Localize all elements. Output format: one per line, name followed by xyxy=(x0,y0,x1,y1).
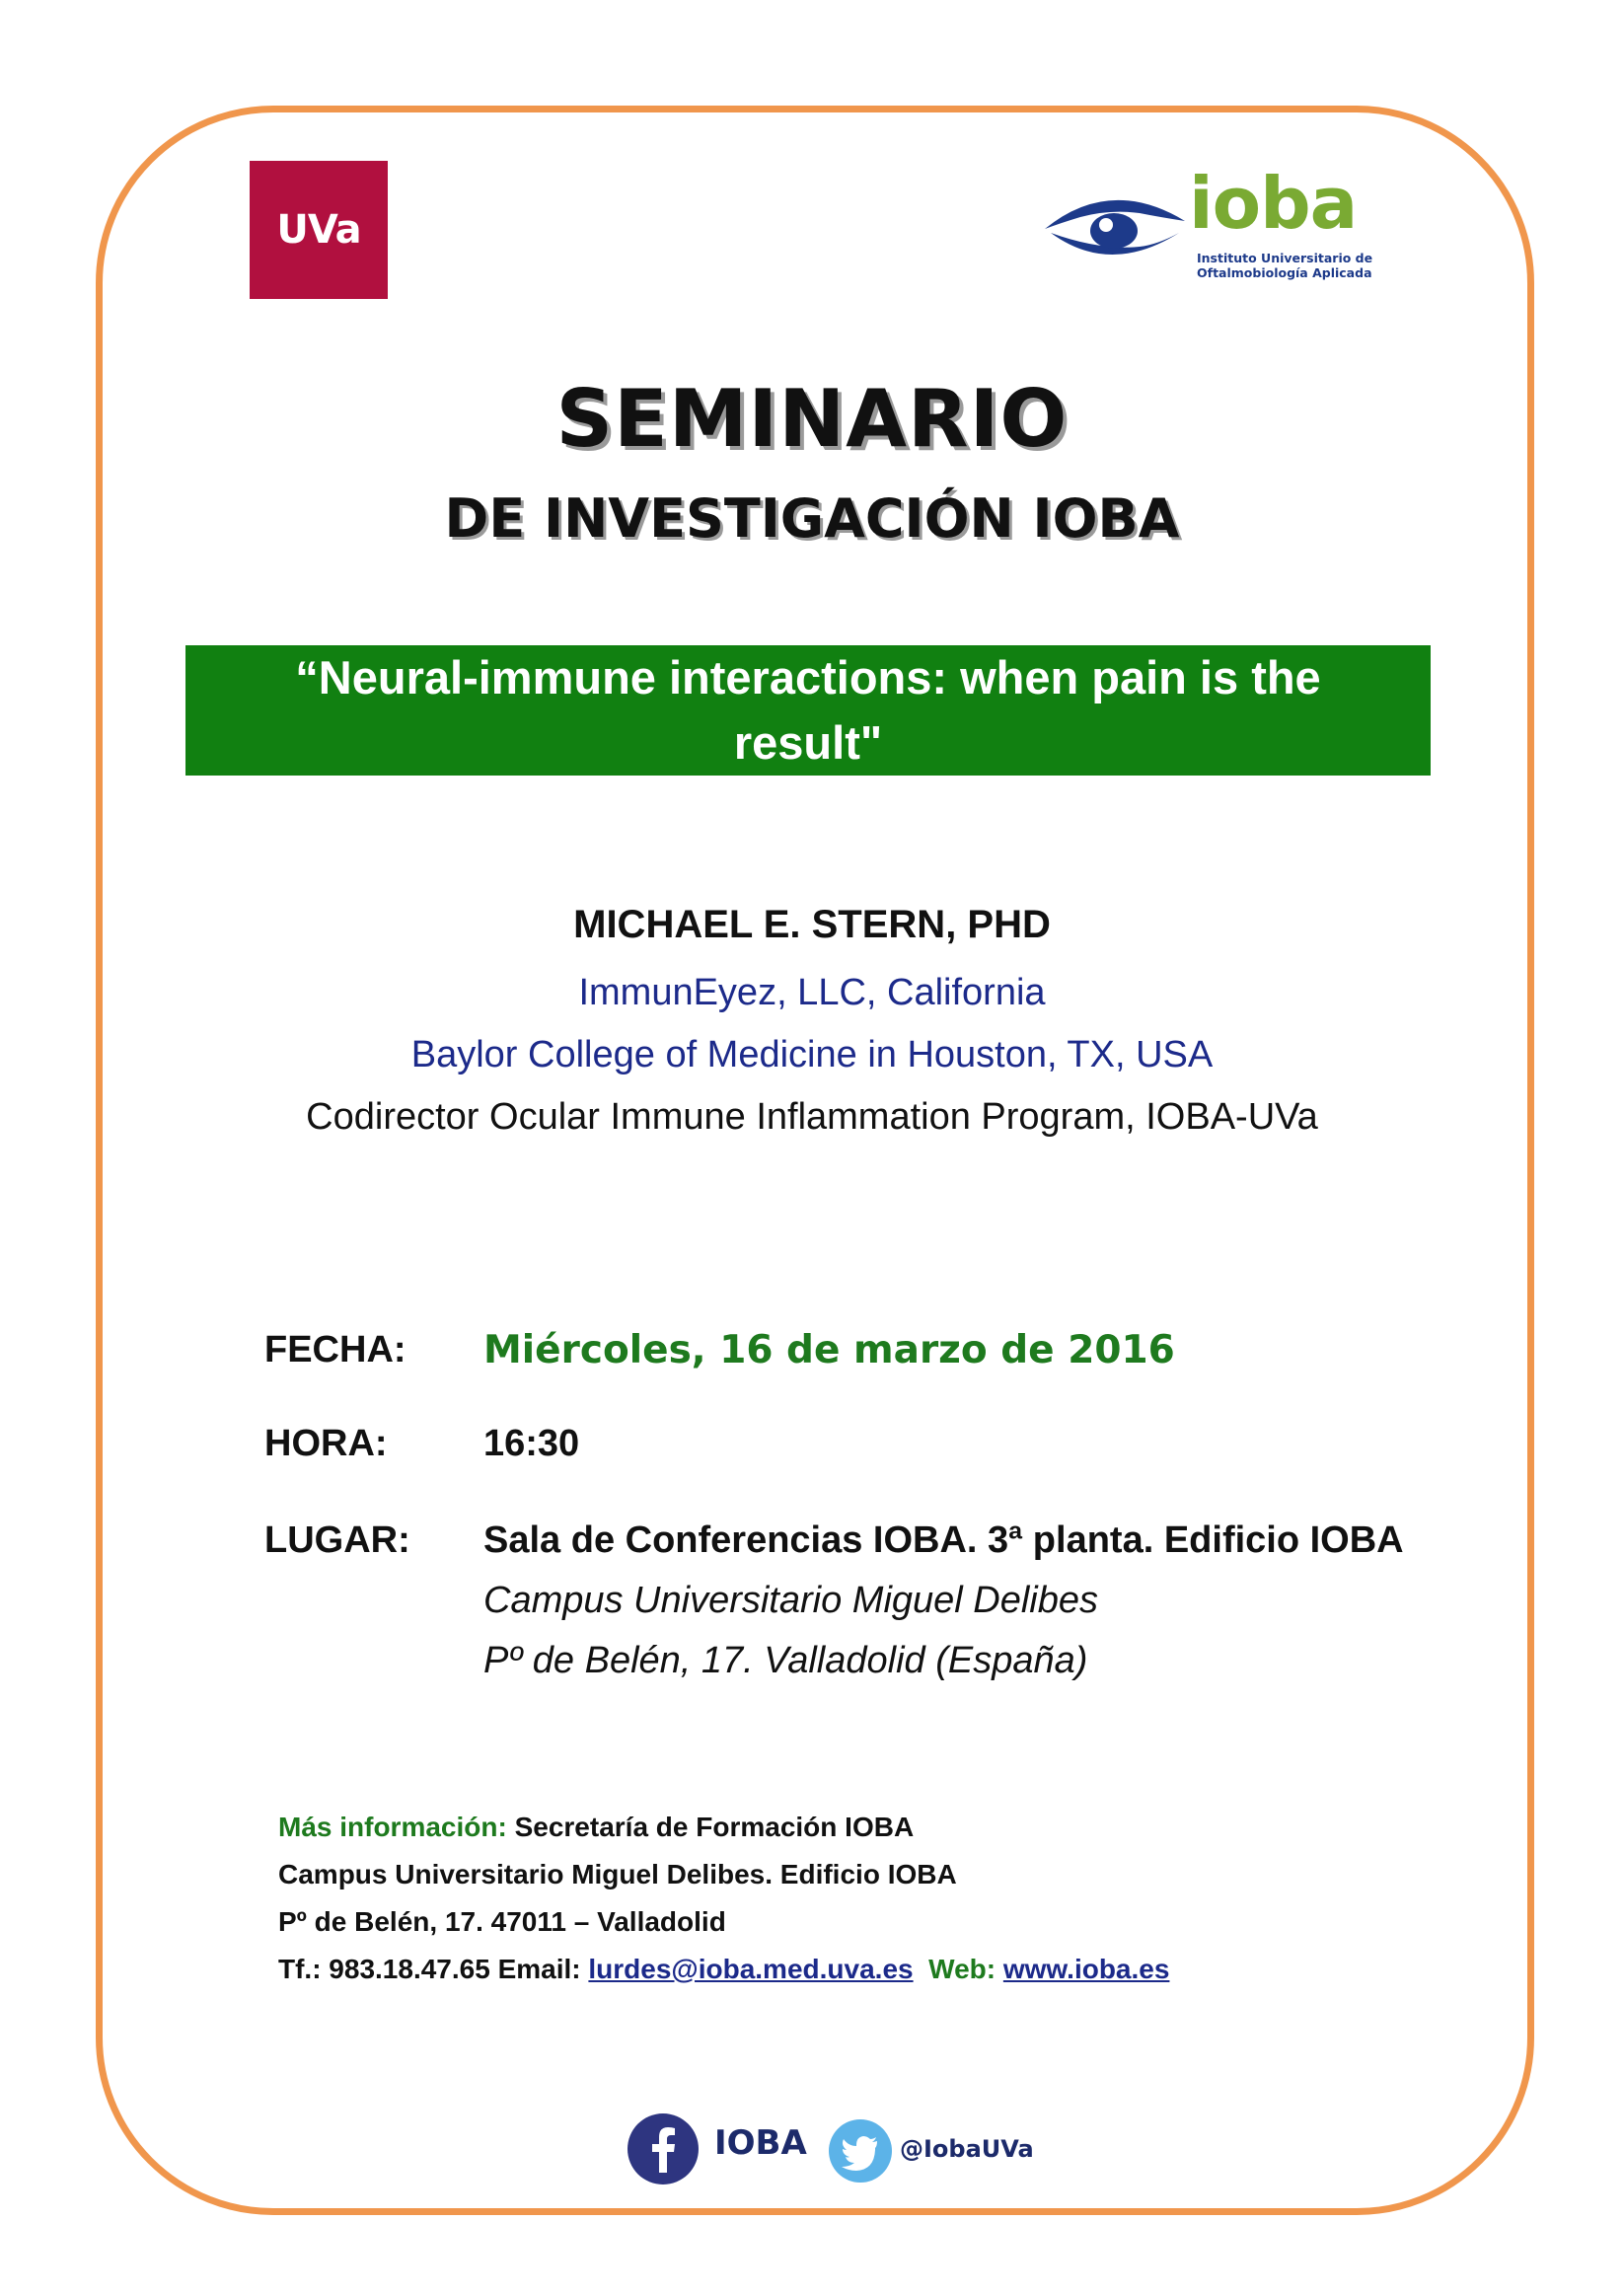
info-office: Secretaría de Formación IOBA xyxy=(506,1812,915,1842)
ioba-subtitle-line-1: Instituto Universitario de xyxy=(1197,251,1373,265)
date-value: Miércoles, 16 de marzo de 2016 xyxy=(483,1328,1175,1372)
time-value: 16:30 xyxy=(483,1423,580,1464)
facebook-icon[interactable] xyxy=(627,2113,699,2185)
date-label: FECHA: xyxy=(264,1329,406,1370)
web-link[interactable]: www.ioba.es xyxy=(1002,1954,1170,1984)
seminar-title: SEMINARIO xyxy=(555,373,1069,465)
place-label: LUGAR: xyxy=(264,1519,410,1561)
web-label: Web: xyxy=(913,1954,1003,1984)
ioba-logo-subtitle xyxy=(1197,251,1372,280)
speaker-affiliation-1: ImmunEyez, LLC, California xyxy=(578,972,1046,1013)
ioba-subtitle-line-2: Oftalmobiología Aplicada xyxy=(1197,265,1372,280)
info-label: Más información: xyxy=(278,1812,507,1842)
info-line-2: Campus Universitario Miguel Delibes. Edificio IOBA xyxy=(278,1859,957,1889)
twitter-icon[interactable] xyxy=(829,2119,892,2183)
ioba-logo xyxy=(1041,162,1373,290)
info-line-1 xyxy=(278,1812,914,1843)
speaker-affiliation-3: Codirector Ocular Immune Inflammation Program, IOBA-UVa xyxy=(306,1096,1318,1138)
speaker-name: MICHAEL E. STERN, PHD xyxy=(573,903,1051,946)
place-address: Pº de Belén, 17. Valladolid (España) xyxy=(483,1640,1088,1681)
place-campus: Campus Universitario Miguel Delibes xyxy=(483,1580,1099,1621)
ioba-logo-word: ioba xyxy=(1189,162,1358,245)
eye-icon xyxy=(1041,187,1189,266)
talk-title: “Neural-immune interactions: when pain is the result" xyxy=(295,651,1321,769)
speaker-affiliation-2: Baylor College of Medicine in Houston, TX, USA xyxy=(410,1034,1214,1075)
uva-logo-text: UVa xyxy=(276,207,361,253)
seminar-subtitle: DE INVESTIGACIÓN IOBA xyxy=(444,487,1180,550)
talk-title-banner xyxy=(185,645,1431,776)
info-line-3: Pº de Belén, 17. 47011 – Valladolid xyxy=(278,1906,726,1937)
time-label: HORA: xyxy=(264,1423,388,1464)
info-line-4 xyxy=(278,1954,1169,1985)
phone-email-label: Tf.: 983.18.47.65 Email: xyxy=(278,1954,589,1984)
twitter-label[interactable]: @IobaUVa xyxy=(900,2135,1034,2163)
place-value: Sala de Conferencias IOBA. 3ª planta. Edificio IOBA xyxy=(483,1519,1404,1561)
uva-logo xyxy=(250,161,388,299)
facebook-label[interactable]: IOBA xyxy=(714,2123,807,2163)
email-link[interactable]: lurdes@ioba.med.uva.es xyxy=(588,1954,914,1984)
